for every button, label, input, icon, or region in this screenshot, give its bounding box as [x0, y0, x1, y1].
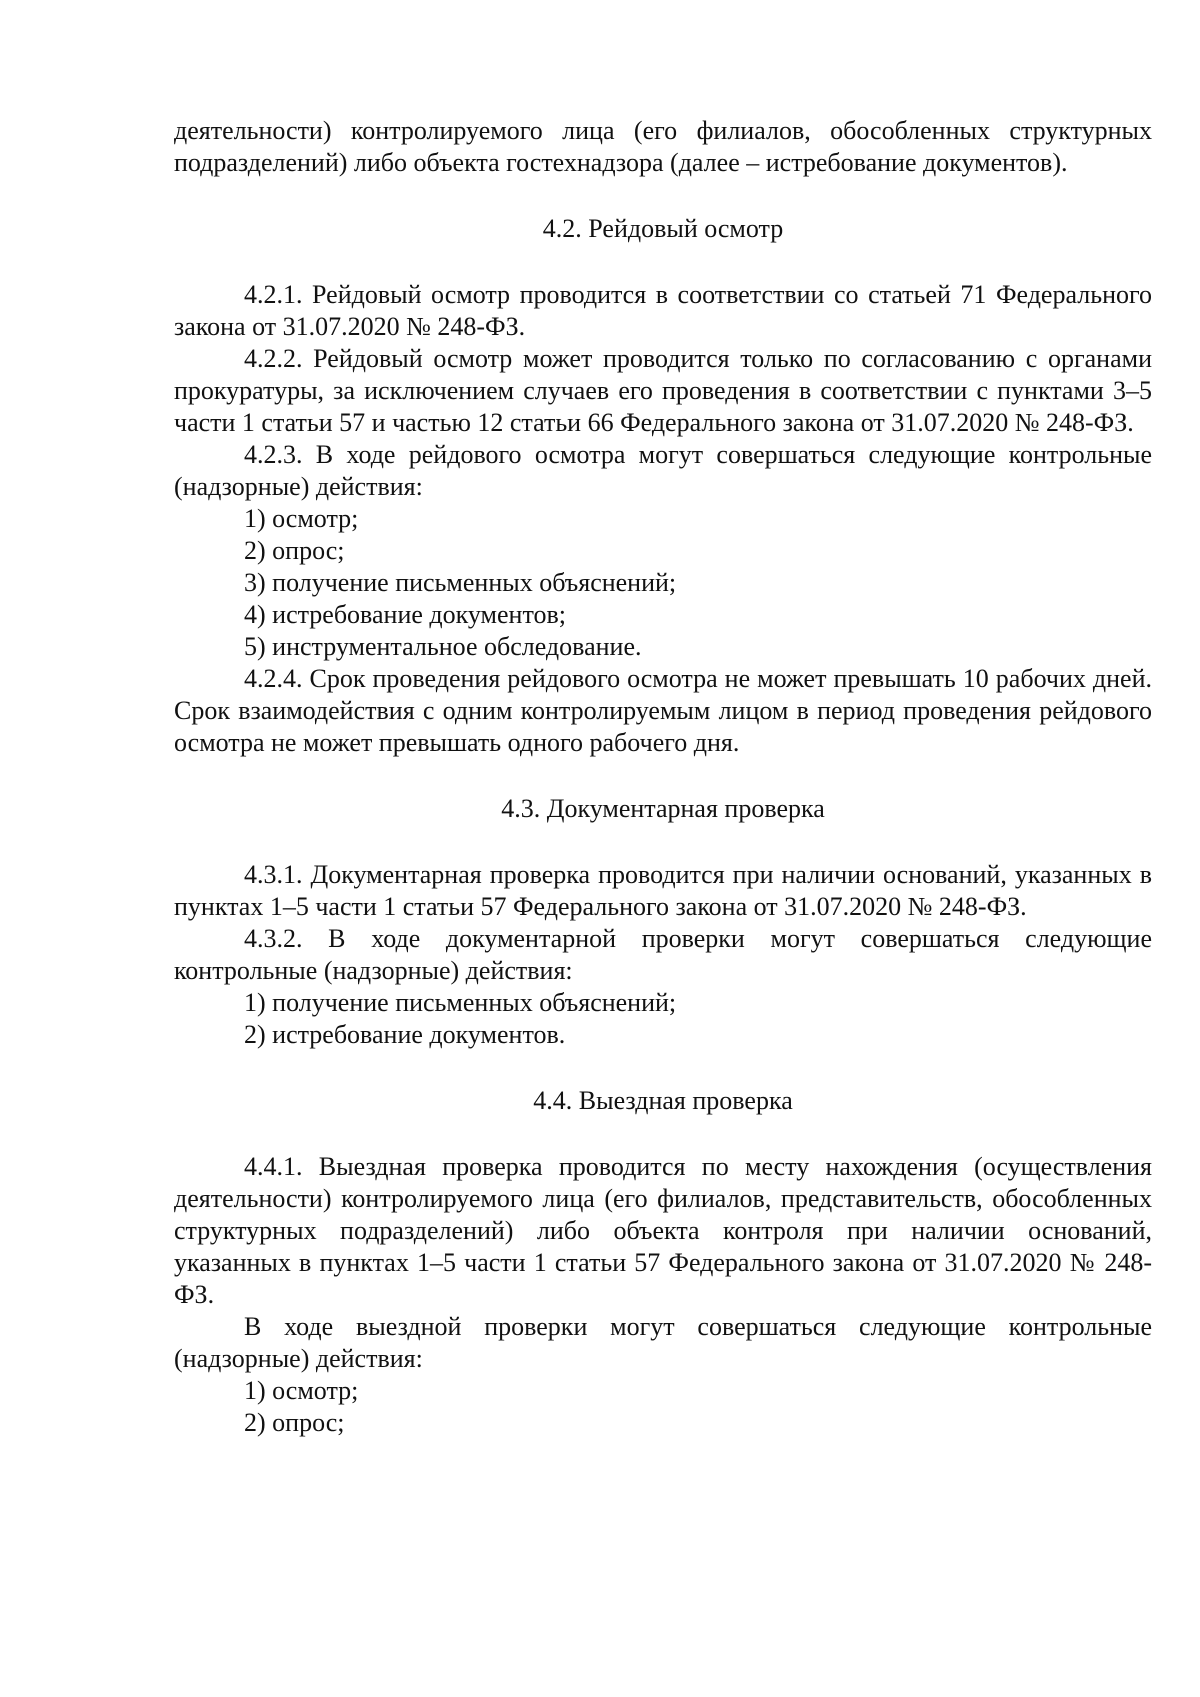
paragraph-4-3-1: 4.3.1. Документарная проверка проводится при наличии оснований, указанных в пунктах 1–5 части 1 статьи 57 Федерального закона от 31.07.2020 № 248-ФЗ. — [174, 860, 1152, 921]
list-item: 2) опрос; — [244, 1408, 345, 1437]
list-item: 1) осмотр; — [244, 1376, 359, 1405]
list-item: 4) истребование документов; — [244, 600, 566, 629]
document-body — [174, 115, 1152, 1439]
paragraph-4-2-3: 4.2.3. В ходе рейдового осмотра могут совершаться следующие контрольные (надзорные) действия: — [174, 440, 1152, 501]
list-item: 2) истребование документов. — [244, 1020, 566, 1049]
list-item: 1) получение письменных объяснений; — [244, 988, 677, 1017]
paragraph-4-2-4: 4.2.4. Срок проведения рейдового осмотра не может превышать 10 рабочих дней. Срок взаимодействия с одним контролируемым лицом в период проведения рейдового осмотра не может превышать одного рабочего дня. — [174, 664, 1152, 757]
paragraph-4-2-1: 4.2.1. Рейдовый осмотр проводится в соответствии со статьей 71 Федерального закона от 31.07.2020 № 248-ФЗ. — [174, 280, 1152, 341]
list-item: 5) инструментальное обследование. — [244, 632, 642, 661]
paragraph-4-2-2: 4.2.2. Рейдовый осмотр может проводится только по согласованию с органами прокуратуры, за исключением случаев его проведения в соответствии с пунктами 3–5 части 1 статьи 57 и частью 12 статьи 66 Федерального закона от 31.07.2020 № 248-ФЗ. — [174, 344, 1152, 437]
list-item: 3) получение письменных объяснений; — [244, 568, 677, 597]
section-heading-4-3: 4.3. Документарная проверка — [501, 794, 825, 823]
section-heading-4-4: 4.4. Выездная проверка — [533, 1086, 793, 1115]
paragraph-4-4-2: В ходе выездной проверки могут совершаться следующие контрольные (надзорные) действия: — [174, 1312, 1152, 1373]
list-item: 1) осмотр; — [244, 504, 359, 533]
list-item: 2) опрос; — [244, 536, 345, 565]
section-heading-4-2: 4.2. Рейдовый осмотр — [542, 214, 784, 243]
intro-paragraph: деятельности) контролируемого лица (его филиалов, обособленных структурных подразделений) либо объекта гостехнадзора (далее – истребование документов). — [174, 116, 1152, 177]
paragraph-4-3-2: 4.3.2. В ходе документарной проверки могут совершаться следующие контрольные (надзорные) действия: — [174, 924, 1152, 985]
paragraph-4-4-1: 4.4.1. Выездная проверка проводится по месту нахождения (осуществления деятельности) контролируемого лица (его филиалов, представительств, обособленных структурных подразделений) либо объекта контроля при наличии оснований, указанных в пунктах 1–5 части 1 статьи 57 Федерального закона от 31.07.2020 № 248-ФЗ. — [174, 1152, 1152, 1309]
